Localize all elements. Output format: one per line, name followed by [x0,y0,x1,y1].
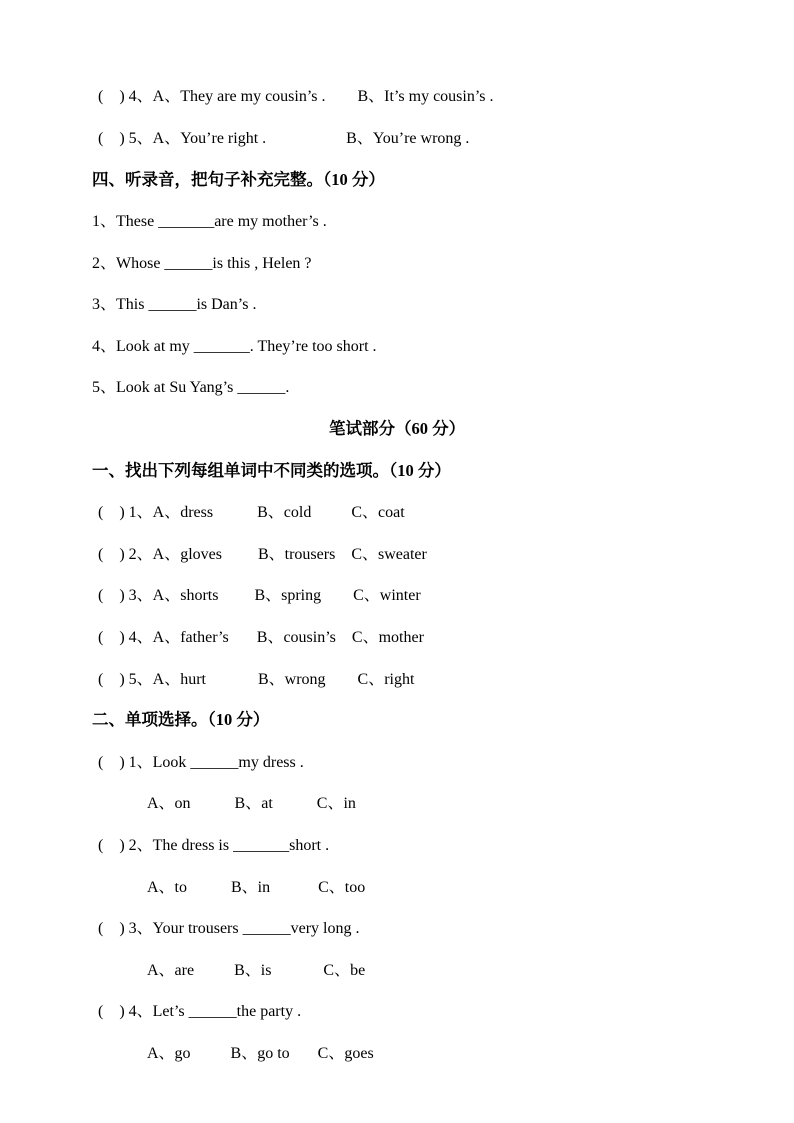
single-choice-question-3: ( ) 3、Your trousers ______very long . [98,920,360,937]
single-choice-question-4: ( ) 4、Let’s ______the party . [98,1003,302,1020]
odd-one-out-item-5: ( ) 5、A、hurt B、wrong C、right [98,671,415,688]
single-choice-options-1: A、on B、at C、in [147,795,356,812]
odd-one-out-item-2: ( ) 2、A、gloves B、trousers C、sweater [98,546,427,563]
single-choice-options-3: A、are B、is C、be [147,962,366,979]
section-heading-odd-one-out: 一、找出下列每组单词中不同类的选项。（10 分） [92,461,451,480]
odd-one-out-item-4: ( ) 4、A、father’s B、cousin’s C、mother [98,629,424,646]
section-heading-single-choice: 二、单项选择。（10 分） [92,710,270,729]
written-part-title: 笔试部分（60 分） [328,419,466,438]
listening-item-5: ( ) 5、A、You’re right . B、You’re wrong . [98,130,470,147]
listening-item-4: ( ) 4、A、They are my cousin’s . B、It’s my cousin’s . [98,88,494,105]
single-choice-options-2: A、to B、in C、too [147,879,366,896]
odd-one-out-item-1: ( ) 1、A、dress B、cold C、coat [98,504,405,521]
single-choice-question-2: ( ) 2、The dress is _______short . [98,837,330,854]
section-heading-listening-fill: 四、听录音，把句子补充完整。（10 分） [92,170,385,189]
fill-blank-item-5: 5、Look at Su Yang’s ______. [92,379,290,396]
fill-blank-item-3: 3、This ______is Dan’s . [92,296,257,313]
fill-blank-item-1: 1、These _______are my mother’s . [92,213,327,230]
single-choice-question-1: ( ) 1、Look ______my dress . [98,754,304,771]
fill-blank-item-2: 2、Whose ______is this , Helen ? [92,255,312,272]
single-choice-options-4: A、go B、go to C、goes [147,1045,374,1062]
fill-blank-item-4: 4、Look at my _______. They’re too short . [92,338,377,355]
odd-one-out-item-3: ( ) 3、A、shorts B、spring C、winter [98,587,421,604]
